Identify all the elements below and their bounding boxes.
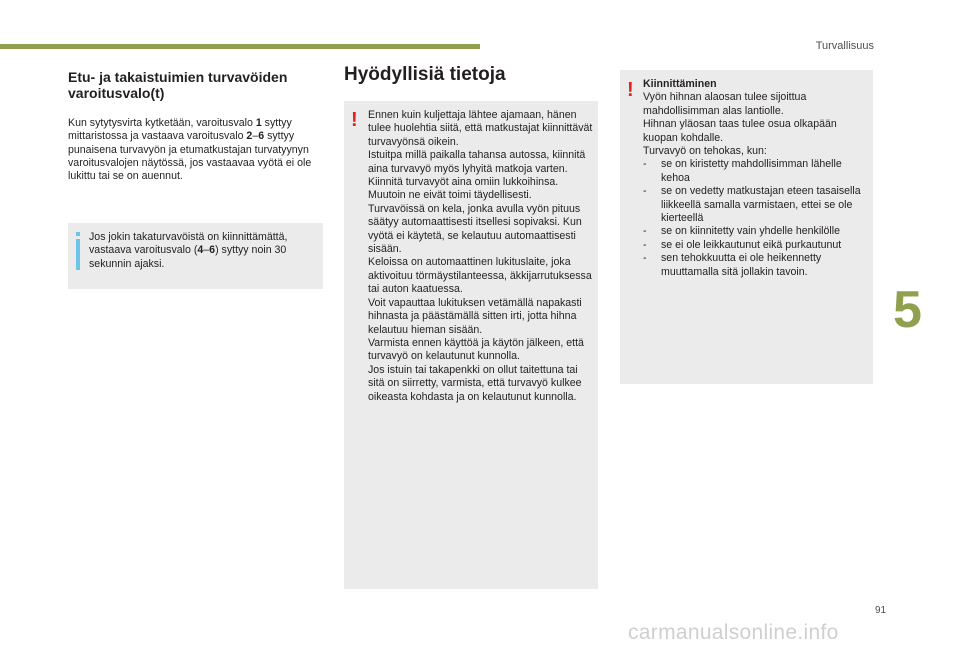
warning-paragraph: Kiinnitä turvavyöt aina omiin lukkoihinsa. (368, 176, 559, 189)
page-number: 91 (875, 605, 887, 616)
warning-paragraph: Jos istuin tai takapenkki on ollut taitettuna tai sitä on siirretty, varmista, että turvavyö kulkee oikeasta kohdasta ja on kelautunut kunnolla. (368, 363, 582, 403)
warning-text (643, 78, 870, 279)
info-text: Jos jokin takaturvavöistä on kiinnittämättä, vastaava varoitusvalo (4–6) syttyy noin 30 sekunnin ajaksi. (89, 231, 288, 270)
body-text: Kun sytytysvirta kytketään, varoitusvalo (68, 117, 256, 129)
body-text: – (252, 130, 259, 143)
warning-paragraph: Turvavöissä on kela, jonka avulla vyön pituus säätyy automaattisesti itsellesi sopivaksi. Kun vyötä ei käytetä, se kelautuu automaattisesti sisään. (368, 202, 582, 256)
useful-info-warning-box (344, 101, 598, 589)
warning-paragraph: Turvavyö on tehokas, kun: (643, 145, 767, 158)
main-heading: Hyödyllisiä tietoja (344, 64, 506, 85)
warning-text (368, 109, 594, 404)
section-heading: Etu- ja takaistuimien turvavöiden varoitusvalo(t) (68, 69, 288, 101)
warning-paragraph: Varmista ennen käyttöä ja käytön jälkeen, että turvavyö on kelautunut kunnolla. (368, 336, 584, 363)
body-bold: 6 (258, 130, 265, 143)
header-accent-bar (0, 44, 480, 49)
warning-icon: ! (627, 79, 634, 101)
warning-paragraph: Voit vapauttaa lukituksen vetämällä napakasti hihnasta ja päästämällä sitten irti, jotta hihna kelautuu hieman sisään. (368, 296, 582, 336)
list-item: - sen tehokkuutta ei ole heikennetty muuttamalla sitä jollakin tavoin. (643, 252, 870, 279)
info-box (68, 223, 323, 289)
list-item: - se on kiinnitetty vain yhdelle henkilölle (643, 225, 870, 238)
warning-paragraph: Hihnan yläosan taas tulee osua olkapään kuopan kohdalle. (643, 118, 837, 144)
fastening-warning-box (620, 70, 873, 384)
body-text: syttyy mittaristossa ja vastaava varoitusvalo (68, 117, 292, 143)
warning-paragraph: Istuitpa millä paikalla tahansa autossa, kiinnitä aina turvavyö myös lyhyitä matkoja varten. (368, 149, 586, 175)
conditions-list (643, 158, 870, 279)
body-bold: 2 (246, 130, 253, 143)
warning-icon: ! (351, 109, 358, 131)
warning-title: Kiinnittäminen (643, 78, 717, 90)
body-bold: 1 (255, 117, 262, 129)
warning-paragraph: Keloissa on automaattinen lukituslaite, joka aktivoituu törmäystilanteessa, äkkijarrutuksessa tai auton kaatuessa. (368, 256, 592, 296)
body-text: syttyy punaisena turvavyön ja etumatkustajan turvatyynyn varoitusvalojen näytössä, jos vastaavaa vyötä ei ole lukittu tai se on auennut. (68, 130, 312, 183)
chapter-number: 5 (893, 281, 922, 339)
list-item: - se on kiristetty mahdollisimman lähelle kehoa (643, 158, 870, 185)
list-item: - se on vedetty matkustajan eteen tasaisella liikkeellä samalla varmistaen, ettei se ole kierteellä (643, 185, 870, 225)
seatbelt-warning-section (68, 69, 324, 183)
warning-paragraph: Ennen kuin kuljettaja lähtee ajamaan, hänen tulee huolehtia siitä, että matkustajat kiinnittävät turvavyönsä oikein. (368, 109, 593, 148)
body-paragraph (68, 117, 324, 183)
watermark: carmanualsonline.info (628, 621, 839, 644)
warning-paragraph: Muutoin ne eivät toimi täydellisesti. (368, 189, 532, 202)
warning-paragraph: Vyön hihnan alaosan tulee sijoittua mahdollisimman alas lantiolle. (643, 91, 807, 117)
list-item: - se ei ole leikkautunut eikä purkautunut (643, 239, 870, 252)
info-icon (76, 232, 80, 272)
section-title: Turvallisuus (815, 40, 874, 52)
